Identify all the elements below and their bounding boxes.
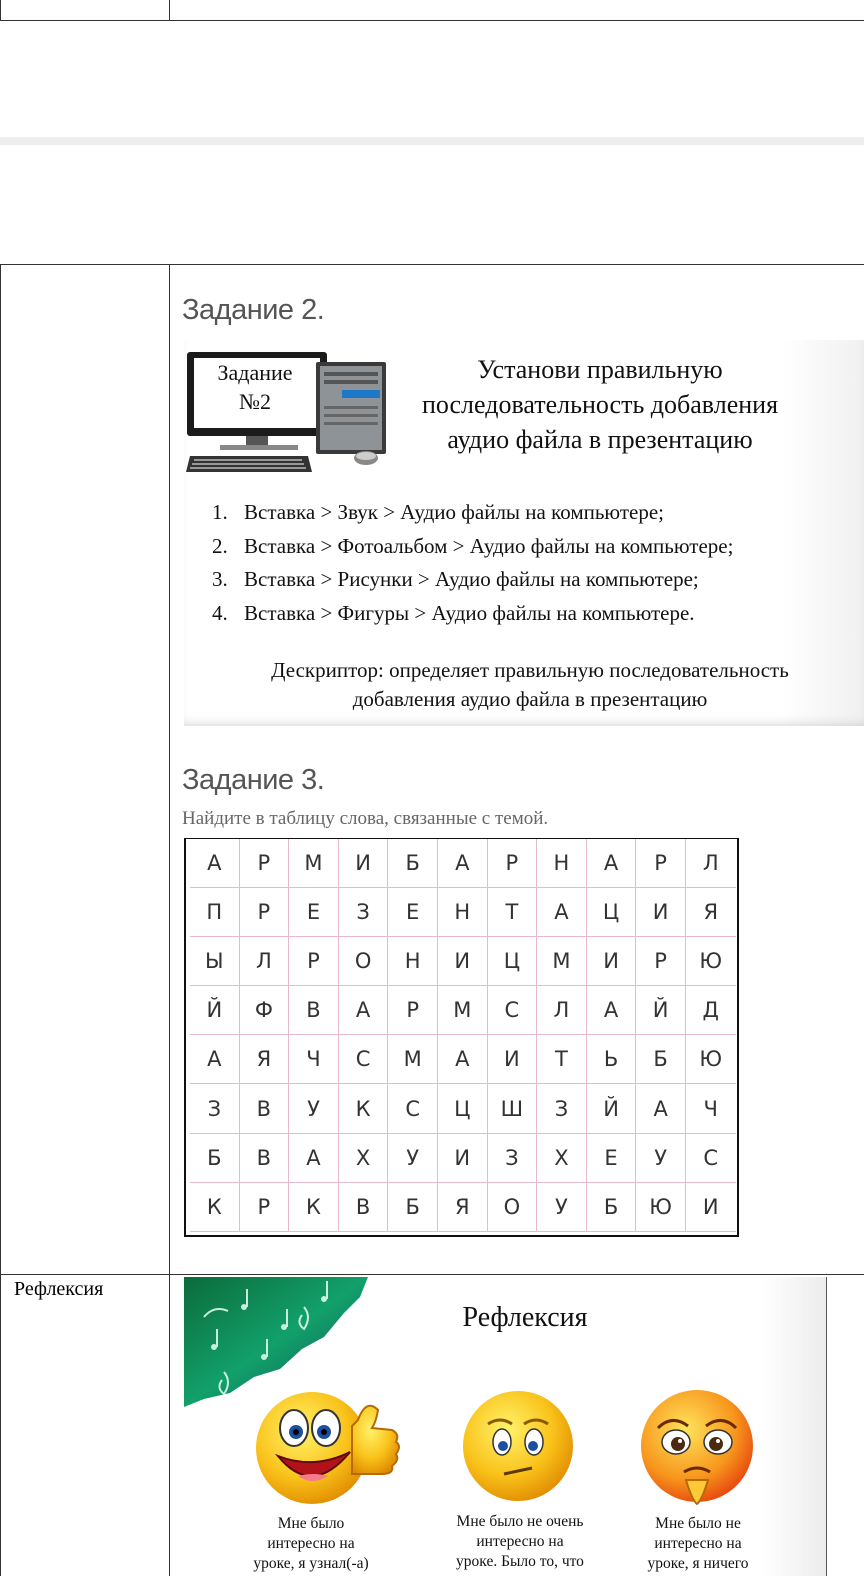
grid-cell: Х [537,1134,587,1183]
grid-cell: В [240,1084,290,1133]
grid-cell: Л [240,937,290,986]
task3-subtitle: Найдите в таблицу слова, связанные с темой. [182,808,549,829]
grid-cell: Д [686,986,736,1035]
grid-cell: А [339,986,389,1035]
grid-cell: В [339,1183,389,1232]
grid-cell: Ь [587,1035,637,1084]
grid-cell: Б [587,1183,637,1232]
monitor-label-line-2: №2 [239,389,271,414]
caption-line: уроке, я узнал(-а) [253,1555,369,1572]
grid-cell: Р [636,937,686,986]
grid-cell: А [438,839,488,888]
task2-options [212,496,733,630]
grid-cell: Б [636,1035,686,1084]
pleading-emoji-icon [638,1388,756,1506]
happy-thumbs-up-emoji-icon [254,1390,410,1508]
grid-cell: С [488,986,538,1035]
grid-cell: И [686,1183,736,1232]
word-search-cells [190,839,736,1232]
option-item [212,496,733,530]
grid-cell: Б [190,1134,240,1183]
grid-cell: Н [438,888,488,937]
task2-heading-line-2: последовательность добавления [421,390,779,419]
grid-cell: М [438,986,488,1035]
grid-cell: И [636,888,686,937]
monitor-label-line-1: Задание [217,360,293,385]
grid-cell: И [587,937,637,986]
caption-line: Мне было [277,1515,345,1532]
grid-cell: Х [339,1134,389,1183]
option-item [212,597,733,631]
grid-cell: К [190,1183,240,1232]
table-top-border-upper [0,20,864,21]
grid-cell: Я [438,1183,488,1232]
grid-cell: К [289,1183,339,1232]
grid-cell: Й [190,986,240,1035]
grid-cell: Т [537,1035,587,1084]
grid-cell: А [537,888,587,937]
grid-cell: А [289,1134,339,1183]
grid-cell: Ц [488,937,538,986]
grid-row [190,888,736,937]
grid-row [190,1134,736,1183]
grid-cell: Е [587,1134,637,1183]
task2-descriptor [200,656,860,714]
grid-row [190,839,736,888]
grid-row [190,937,736,986]
option-number: 1. [212,500,228,524]
option-text: Вставка > Фигуры > Аудио файлы на компьютере. [244,600,695,625]
grid-cell: У [636,1134,686,1183]
caption-line: интересно на [267,1535,355,1552]
grid-cell: В [289,986,339,1035]
grid-cell: Е [388,888,438,937]
grid-cell: А [587,986,637,1035]
grid-cell: Л [537,986,587,1035]
grid-cell: А [438,1035,488,1084]
grid-cell: В [240,1134,290,1183]
word-search-grid [184,838,739,1237]
reflection-label: Рефлексия [14,1278,104,1300]
grid-cell: З [488,1134,538,1183]
grid-cell: У [537,1183,587,1232]
grid-cell: А [190,1035,240,1084]
table-left-border [0,264,1,1576]
monitor-label [193,358,317,416]
option-text: Вставка > Звук > Аудио файлы на компьютере; [244,500,664,524]
task2-heading-line-1: Установи правильную [477,355,723,384]
reflection-caption-1 [236,1514,386,1574]
grid-cell: Я [686,888,736,937]
caption-line: уроке. Было то, что [456,1553,584,1570]
music-leaves-decoration-icon [184,1277,368,1407]
grid-cell: И [488,1035,538,1084]
grid-cell: С [388,1084,438,1133]
grid-cell: Б [388,839,438,888]
reflection-slide-title: Рефлексия [462,1302,588,1333]
grid-cell: И [339,839,389,888]
grid-cell: И [438,937,488,986]
grid-cell: Ш [488,1084,538,1133]
grid-cell: Н [537,839,587,888]
reflection-caption-2 [440,1512,600,1572]
option-text: Вставка > Рисунки > Аудио файлы на компьютере; [244,567,699,591]
table-top-border [0,264,864,265]
grid-cell: Й [636,986,686,1035]
grid-cell: А [587,839,637,888]
caption-line: интересно на [654,1535,742,1552]
table-row-divider [0,1274,864,1275]
grid-cell: Р [289,937,339,986]
grid-cell: М [537,937,587,986]
grid-cell: Н [388,937,438,986]
grid-cell: Ч [289,1035,339,1084]
grid-cell: Р [240,839,290,888]
table-column-divider [169,264,170,1576]
task2-heading [395,352,805,457]
grid-cell: З [537,1084,587,1133]
grid-cell: П [190,888,240,937]
grid-cell: С [686,1134,736,1183]
grid-cell: Ф [240,986,290,1035]
grid-cell: Б [388,1183,438,1232]
grid-cell: Р [240,888,290,937]
grid-cell: Й [587,1084,637,1133]
page-break-separator [0,137,864,145]
option-item [212,563,733,597]
caption-line: уроке, я ничего [647,1555,749,1572]
option-number: 3. [212,567,228,591]
grid-cell: М [388,1035,438,1084]
grid-cell: Я [240,1035,290,1084]
grid-cell: Ц [587,888,637,937]
option-text: Вставка > Фотоальбом > Аудио файлы на компьютере; [244,533,734,558]
grid-cell: А [190,839,240,888]
table-left-border-upper [0,0,1,21]
grid-row [190,1035,736,1084]
grid-cell: Л [686,839,736,888]
descriptor-line-2: добавления аудио файла в презентацию [352,687,708,711]
grid-cell: О [488,1183,538,1232]
grid-cell: Ю [636,1183,686,1232]
descriptor-line-1: Дескриптор: определяет правильную последовательность [271,658,789,682]
grid-cell: У [289,1084,339,1133]
grid-cell: А [636,1084,686,1133]
grid-cell: И [438,1134,488,1183]
neutral-emoji-icon [460,1388,576,1504]
grid-row [190,1183,736,1232]
task2-heading-line-3: аудио файла в презентацию [447,425,753,454]
grid-cell: У [388,1134,438,1183]
grid-cell: Р [240,1183,290,1232]
option-number: 4. [212,600,228,625]
grid-cell: З [339,888,389,937]
grid-cell: Р [636,839,686,888]
caption-line: Мне было не [655,1515,741,1532]
grid-cell: Р [388,986,438,1035]
caption-line: интересно на [476,1533,564,1550]
option-number: 2. [212,533,228,558]
task2-title: Задание 2. [182,294,325,326]
grid-cell: М [289,839,339,888]
task3-title: Задание 3. [182,764,325,796]
grid-cell: Р [488,839,538,888]
grid-cell: Ю [686,1035,736,1084]
grid-cell: Ю [686,937,736,986]
grid-cell: Ц [438,1084,488,1133]
grid-cell: Е [289,888,339,937]
grid-cell: К [339,1084,389,1133]
grid-cell: Т [488,888,538,937]
grid-cell: Ч [686,1084,736,1133]
reflection-caption-3 [626,1514,770,1574]
caption-line: Мне было не очень [456,1513,584,1530]
grid-cell: С [339,1035,389,1084]
grid-cell: З [190,1084,240,1133]
grid-cell: Ы [190,937,240,986]
option-item [212,530,733,564]
grid-cell: О [339,937,389,986]
table-column-divider-upper [169,0,170,21]
grid-row [190,1084,736,1133]
grid-row [190,986,736,1035]
